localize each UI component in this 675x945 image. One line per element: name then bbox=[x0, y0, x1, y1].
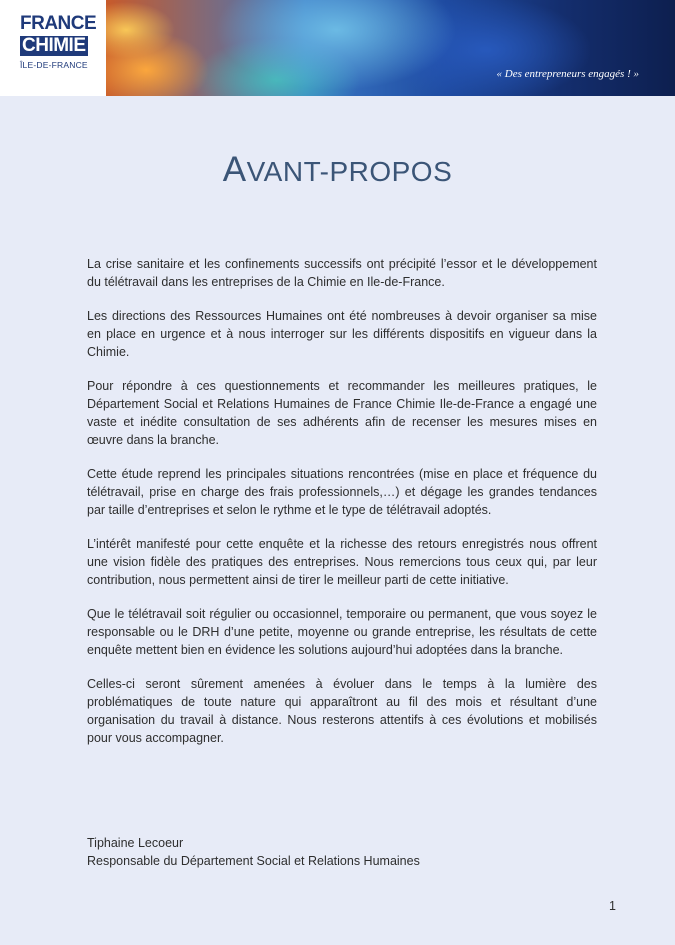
paragraph-5: L’intérêt manifesté pour cette enquête et la richesse des retours enregistrés nous offrent une vision fidèle des pratiques des entreprises. Nous remercions tous ceux qui, par leur contribution, nous permettent ainsi de tirer le meilleur parti de cette initiative. bbox=[87, 537, 597, 587]
header-banner-image bbox=[106, 0, 675, 96]
paragraph-6: Que le télétravail soit régulier ou occasionnel, temporaire ou permanent, que vous soyez le responsable ou le DRH d’une petite, moyenne ou grande entreprise, les résultats de cette enquête mettent bien en évidence les solutions aujourd’hui adoptées dans la branche. bbox=[87, 607, 597, 657]
signature-block bbox=[87, 834, 597, 870]
paragraph-7: Celles-ci seront sûrement amenées à évoluer dans le temps à la lumière des problématiques de toute nature qui apparaîtront au fil des mois et résultant d’une organisation du travail à distance. Nous resterons attentifs à ces évolutions et mobilisés pour vous accompagner. bbox=[87, 677, 597, 745]
page-number: 1 bbox=[609, 899, 616, 913]
france-chimie-logo bbox=[0, 0, 106, 96]
paragraph-2: Les directions des Ressources Humaines ont été nombreuses à devoir organiser sa mise en place en urgence et à nous interroger sur les différents dispositifs en vigueur dans la Chimie. bbox=[87, 309, 597, 359]
signature-role: Responsable du Département Social et Relations Humaines bbox=[87, 854, 420, 868]
logo-line-region: ÎLE-DE-FRANCE bbox=[20, 60, 88, 70]
signature-name: Tiphaine Lecoeur bbox=[87, 836, 184, 850]
header-tagline: « Des entrepreneurs engagés ! » bbox=[496, 68, 639, 80]
logo-line-chimie: CHIMIE bbox=[22, 35, 86, 56]
page-header bbox=[0, 0, 675, 96]
logo-line-france: FRANCE bbox=[20, 13, 97, 34]
body-text bbox=[87, 255, 597, 763]
paragraph-1: La crise sanitaire et les confinements successifs ont précipité l’essor et le développement du télétravail dans les entreprises de la Chimie en Ile-de-France. bbox=[87, 257, 597, 289]
paragraph-4: Cette étude reprend les principales situations rencontrées (mise en place et fréquence du télétravail, prise en charge des frais professionnels,…) et dégage les grandes tendances par taille d’entreprises et selon le rythme et le type de télétravail adoptés. bbox=[87, 467, 597, 517]
page-title: AVANT-PROPOS bbox=[222, 150, 453, 189]
paragraph-3: Pour répondre à ces questionnements et recommander les meilleures pratiques, le Département Social et Relations Humaines de France Chimie Ile-de-France a engagé une vaste et inédite consultation de ses adhérents afin de recenser les mesures mises en œuvre dans la branche. bbox=[87, 379, 597, 447]
